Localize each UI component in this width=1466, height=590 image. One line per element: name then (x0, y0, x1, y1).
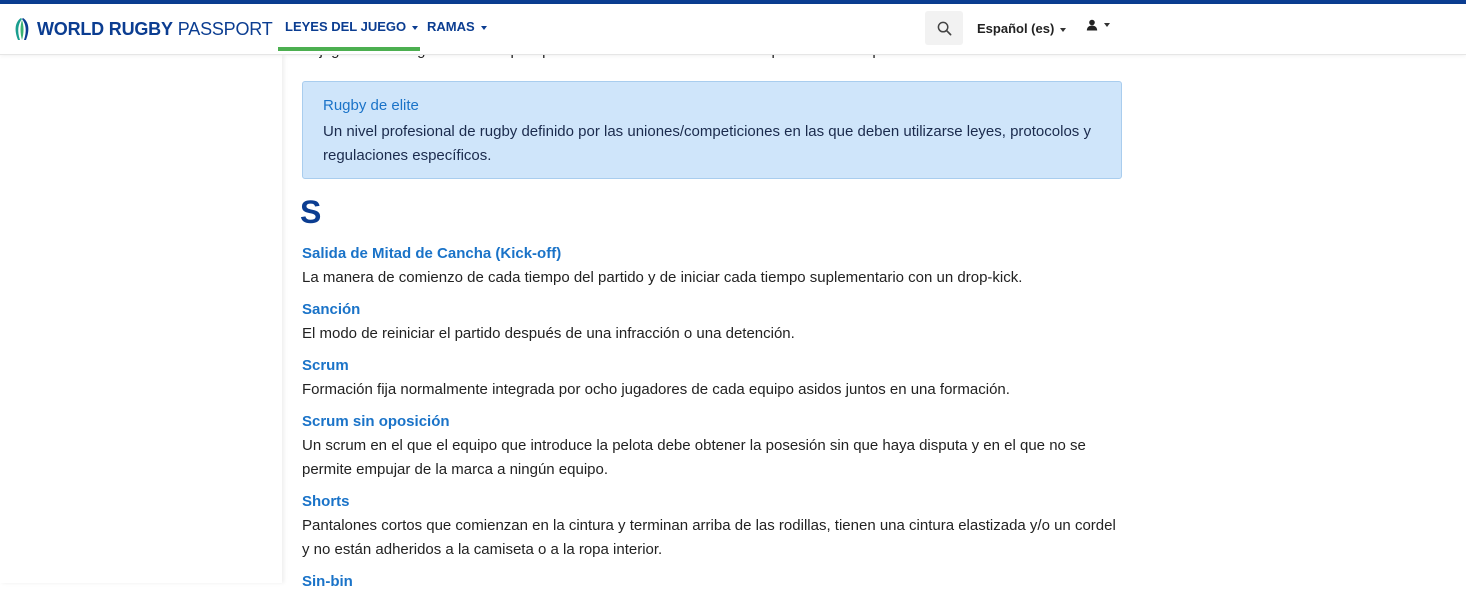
chevron-down-icon (1104, 23, 1110, 27)
glossary-term-sin-bin[interactable]: Sin-bin (302, 573, 353, 590)
glossary-definition: Un scrum en el que el equipo que introduce la pelota debe obtener la posesión sin que haya disputa y en el que no se permite empujar de la marca a ningún equipo. (302, 437, 1086, 478)
glossary-definition: Formación fija normalmente integrada por ocho jugadores de cada equipo asidos juntos en una formación. (302, 381, 1010, 398)
brand-product: PASSPORT (177, 18, 273, 39)
glossary-term-scrum[interactable]: Scrum (302, 357, 349, 374)
nav-leyes-del-juego[interactable] (285, 19, 418, 34)
glossary-definition: El modo de reiniciar el partido después de una infracción o una detención. (302, 325, 795, 342)
nav-ramas[interactable] (427, 19, 487, 34)
glossary-term-scrum-sin-oposicion[interactable]: Scrum sin oposición (302, 413, 450, 430)
active-nav-indicator (278, 47, 420, 51)
brand-logo[interactable] (12, 14, 273, 44)
glossary-term-shorts[interactable]: Shorts (302, 493, 350, 510)
search-button[interactable] (925, 11, 963, 45)
top-navbar (0, 4, 1466, 55)
glossary-term-kick-off[interactable]: Salida de Mitad de Cancha (Kick-off) (302, 245, 562, 262)
section-letter: S (300, 194, 322, 230)
callout-body: Un nivel profesional de rugby definido por las uniones/competiciones en las que deben utilizarse leyes, protocolos y regulaciones específicos. (323, 123, 1091, 164)
callout-title: Rugby de elite (323, 97, 419, 114)
definition-callout (302, 81, 1122, 179)
chevron-down-icon (1060, 28, 1066, 32)
sidebar (0, 55, 282, 583)
brand-name: WORLD RUGBY (37, 18, 173, 39)
nav-label: LEYES DEL JUEGO (285, 19, 407, 34)
search-icon (937, 21, 952, 36)
user-icon (1086, 19, 1098, 31)
glossary-definition: Pantalones cortos que comienzan en la cintura y terminan arriba de las rodillas, tienen una cintura elastizada y/o un cordel y no están adheridos a la camiseta o a la ropa interior. (302, 517, 1116, 558)
user-menu[interactable] (1086, 19, 1110, 31)
language-label: Español (es) (977, 21, 1055, 36)
language-selector[interactable] (977, 21, 1066, 36)
nav-label: RAMAS (427, 19, 475, 34)
world-rugby-logo-icon (12, 16, 32, 42)
glossary-term-sancion[interactable]: Sanción (302, 301, 361, 318)
chevron-down-icon (481, 26, 487, 30)
glossary-definition: La manera de comienzo de cada tiempo del partido y de iniciar cada tiempo suplementario con un drop-kick. (302, 269, 1023, 286)
chevron-down-icon (412, 26, 418, 30)
